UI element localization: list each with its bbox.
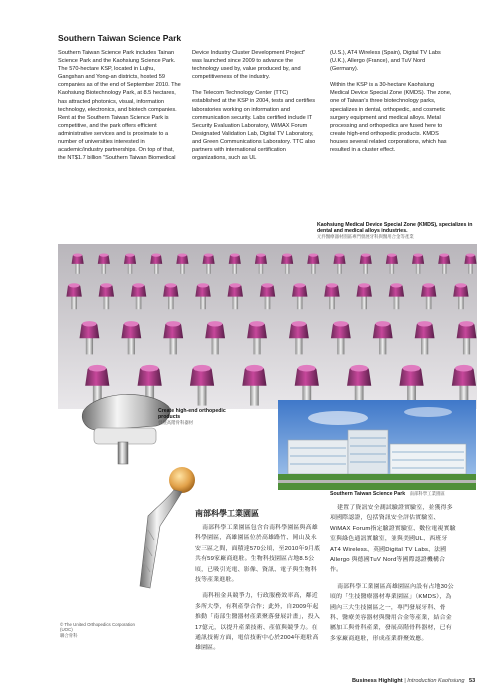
- chinese-column-2: [330, 503, 456, 650]
- footer-section: Business Highlight: [352, 678, 403, 684]
- park-caption: [330, 491, 445, 497]
- page-number: 53: [469, 678, 476, 684]
- orthopedic-caption: [158, 408, 228, 426]
- credit-english: © The United Orthopedics Corporation (UOC): [60, 622, 135, 633]
- footer-separator: |: [404, 678, 406, 684]
- kmds-caption: [317, 222, 477, 240]
- caption-english: Create high-end orthopedic products: [158, 408, 226, 421]
- caption-english: Kaohsiung Medical Device Special Zone (KMDS), specializes in dental and medical alloys industries.: [317, 222, 473, 235]
- page-footer: [352, 678, 475, 684]
- chinese-column-1: [195, 523, 321, 660]
- caption-chinese: 南部科學工業園區: [409, 491, 445, 496]
- credit-chinese: 聯合骨科: [60, 632, 78, 638]
- english-column-3: [330, 49, 452, 162]
- section-heading: Southern Taiwan Science Park: [58, 33, 182, 43]
- english-column-1: [58, 49, 182, 170]
- paragraph: (U.S.), AT4 Wireless (Spain), Digital TV Labs (U.K.), Allergo (France), and TuV Nord (Germany).: [330, 50, 441, 73]
- caption-chinese: 元件醫療器材園區專門發展牙科與醫用合金等產業: [317, 234, 414, 240]
- science-park-photo: [278, 400, 476, 490]
- caption-english: Southern Taiwan Science Park: [330, 491, 406, 497]
- paragraph: 南部科學工業園區高雄園區內設有占地30公頃的「生技醫療器材專業園區」（KMDS），為國內三大生技園區之一，專門發展牙科、骨科、醫療美容器材與醫用合金等產業，結合金屬加工與骨科產業，發展高階骨科器材，已有多家廠商進駐，形成產業群聚效應。: [330, 583, 454, 642]
- photo-credit: [60, 622, 140, 638]
- paragraph: Device Industry Cluster Development Project" was launched since 2009 to advance the technology used by, value produced by, and competitiveness of the industry.: [192, 50, 306, 81]
- caption-chinese: 發展高階骨科器材: [158, 420, 194, 426]
- paragraph: 南部科學工業園區包含台南科學園區與高雄科學園區，高雄園區位於高雄路竹、岡山及永安三區之間，面積達570公頃，至2010年9月底共有59家廠商進駐。生物科技園區占地8.5公頃，已吸引光電、影像、資訊、電子與生物科技等產業進駐。: [195, 525, 321, 584]
- paragraph: The Telecom Technology Center (TTC) established at the KSP in 2004, tests and certifies laboratories working on information and communication security. Labs certified include IT Security Evaluation Laboratory, WiMAX Forum Designated Validation Lab, Digital TV Laboratory, and Green Communications Laboratory. TTC also partners with international certification organizations, such as UL: [192, 90, 316, 162]
- chinese-section-heading: 南部科學工業園區: [195, 509, 259, 518]
- paragraph: Within the KSP is a 30-hectare Kaohsiung Medical Device Special Zone (KMDS). The zone, one of Taiwan's three biotechnology parks, specializes in dental, orthopedic, and cosmetic surgery equipment and medical alloys. Metal processing and orthopedics are fused here to create high-end orthopedic products. KMDS houses several related corporations, which has resulted in a cluster effect.: [330, 82, 452, 154]
- dental-implants-photo: [58, 244, 477, 409]
- footer-region: Introduction Kaohsiung: [407, 678, 465, 684]
- paragraph: 建置了資訊安全測試驗證實驗室，並獲得多項國際認證，包括資訊安全評估實驗室、WiMAX Forum指定驗證實驗室、數位電視實驗室與綠色通訊實驗室，並與美國UL、西班牙AT4 Wireless、英國Digital TV Labs、法國Allergo 與德國TuV Nord等國際認證機構合作。: [330, 505, 456, 574]
- paragraph: Southern Taiwan Science Park includes Tainan Science Park and the Kaohsiung Science Park. The 570-hectare KSP, located in Lujhu, Gangshan and Yong-an districts, hosted 59 companies as of the end of September 2010. The Kaohsiung Biotechnology Park, at 8.5 hectares, has attracted photonics, visual, information technology, electronics, and biotech companies. Rent at the Southern Taiwan Science Park is competitive, and the park offers efficient administrative services and is proximate to a number of universities interested in academic/industry partnerships. On top of that, the NT$1.7 billion "Southern Taiwan Biomedical: [58, 50, 181, 162]
- paragraph: 南科租金具競爭力，行政服務效率高，鄰近多所大學，有利產學合作；此外，自2009年起推動「南部生醫器材產業聚落發展計畫」，投入17億元，以提升產業技術、產值與競爭力。在通訊技術方面，電信技術中心於2004年進駐高雄園區。: [195, 593, 320, 652]
- english-column-2: [192, 49, 316, 170]
